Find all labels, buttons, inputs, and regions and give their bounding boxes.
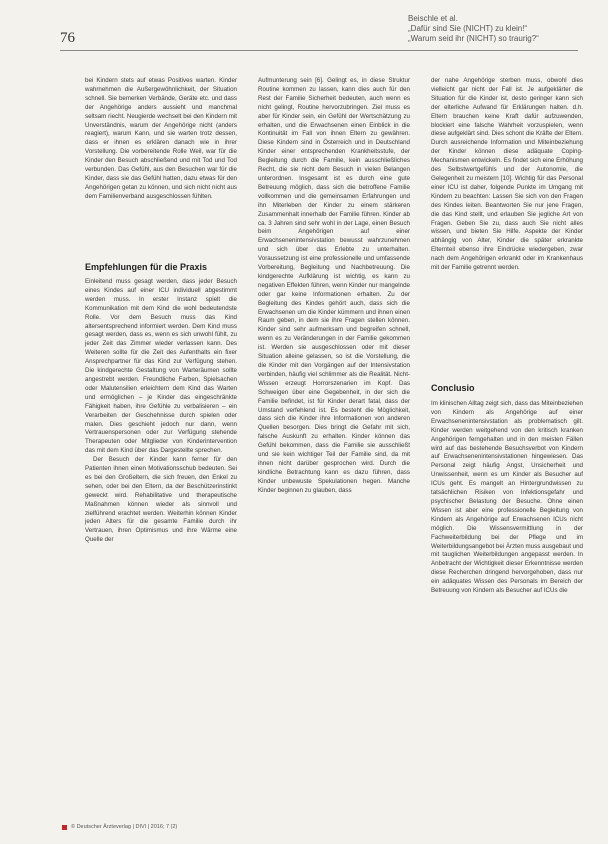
running-head — [408, 14, 578, 44]
section-heading-recommendations: Empfehlungen für die Praxis — [85, 262, 208, 272]
body-paragraph: der nahe Angehörige sterben muss, obwohl dies vielleicht gar nicht der Fall ist. Je aufgeklärter die Situation für die Kinder ist, desto geringer kann sich der elterliche Aufwand für Erklärungen halten. d.h. Eltern brauchen keine Kraft dafür aufzuwenden, blockiert eine falsche Wahrheit vorzuspielen, wenn diese aufgeklärt sind. Dies schont die Kräfte der Eltern. Durch ausreichende Information und Miteinbeziehung der Kinder können diese adäquate Coping-Mechanismen entwickeln. Es findet sich eine Erhöhung des Selbstwertgefühls und der Autonomie, die Gelegenheit zu meistern [10]. Wichtig für das Personal einer ICU ist daher, folgende Punkte im Umgang mit Kindern zu beachten: Lassen Sie sich von den Fragen des Kindes leiten. Beantworten Sie nur jene Fragen, die das Kind stellt, und erlauben Sie jegliche Art von Fragen. Geben Sie zu, dass auch Sie nicht alles wissen, und bieten Sie Hilfe. Aspekte der Kinder abhängig von Alter, Kinder die später erkrankte Elternteil ebenso ihre Eindrücke wiedergeben, zwar nach dem Angehörigen erkrankt oder im Krankenhaus mit der Familie getrennt werden. — [431, 77, 583, 272]
column-2 — [258, 77, 410, 496]
header-rule — [60, 50, 578, 51]
page-number: 76 — [60, 30, 75, 46]
column-1 — [85, 77, 237, 202]
page-footer — [62, 824, 177, 830]
footer-text: © Deutscher Ärzteverlag | DIVI | 2016; 7 (2) — [71, 824, 178, 830]
body-paragraph: bei Kindern stets auf etwas Positives warten. Kinder wahrnehmen die Außergewöhnlichkeit, der Situation schnell. Sie bemerken Verbände, Geräte etc. und dass der Angehörige anders aussieht und manchmal seltsam riecht. Neugierde wechselt bei den Kindern mit Unverständnis, warum der Angehörige nicht (anders reagiert), warum Kann, und sie warten trotz dessen, dass er ihnen es erklären danach wie in ihrer Vorstellung. Die vorbereitende Rolle Weil, war für die Kinder den Besuch abschließend und mit Tod und Tod verbunden. Das Gefühl, aus den Besuchen war für die Kinder, dass sie das Gefühl hatten, dazu etwas für den Angehörigen getan zu können, und sich nicht nicht aus dem Familienverband ausgeschlossen fühlten. — [85, 77, 237, 200]
running-head-authors: Beischle et al. — [408, 14, 458, 23]
body-paragraph: Einleitend muss gesagt werden, dass jeder Besuch eines Kindes auf einer ICU individuell abgestimmt werden muss. In erster Instanz spielt die Kommunikation mit dem Kind die wohl bedeutendste Rolle. Vor dem Besuch muss das Kind altersentsprechend informiert werden. Dem Kind muss gesagt werden, dass es, wenn es sich unwohl fühlt, zu jeder Zeit das Zimmer wieder verlassen kann. Des Weiteren sollte für die Zeit des Aufenthalts ein fixer Ansprechpartner für das Kind zur Verfügung stehen. Die kindgerechte Gestaltung von Warteräumen sollte angestrebt werden. Freundliche Farben, Spielsachen oder Malutensilien erleichtern dem Kind das Warten und ermöglichen – je Kinder das eingeschränkte Fähigkeit haben, ihre Gefühle zu verbalisieren – ein Verarbeiten der Geschehnisse durch spielen oder malen. Dies geschieht jedoch nur dann, wenn Vertrauenspersonen oder zur Verfügung stehende Therapeuten oder Mitglieder von Kinderintervention das mit dem Kind über das Dargestellte sprechen. — [85, 278, 237, 455]
running-head-subtitle: „Warum seid ihr (NICHT) so traurig?“ — [408, 34, 539, 43]
square-icon — [62, 825, 67, 830]
body-paragraph: Der Besuch der Kinder kann ferner für den Patienten ihnen einen Motivationsschub bedeuten. Sei es bei den Großeltern, die sich freuen, den Enkel zu sehen, oder bei den Eltern, da der Beschützerinstinkt geweckt wird. Rehabilitative und therapeutische Maßnahmen können wieder als sinnvoll und zielführend erachtet werden. Weiterhin können Kinder jeden Alters für die gesamte Familie durch ihr Vertrauen, ihren Optimismus und ihre Wärme eine Quelle der — [85, 456, 237, 544]
section-heading-conclusio: Conclusio — [431, 383, 475, 393]
body-paragraph: Im klinischen Alltag zeigt sich, dass das Miteinbeziehen von Kindern als Angehörige auf einer Erwachsenenintensivstation als problematisch gilt. Kinder werden weitgehend von den kritisch kranken Angehörigen ferngehalten und in den meisten Fällen wird auf das bestehende Besuchsverbot von Kindern auf Erwachsenenintensivstationen hingewiesen. Das Personal zeigt häufig Angst, Unsicherheit und Unwissenheit, wenn es um Kinder als Besucher auf ICUs geht. Es mangelt an Hintergrundwissen zu tatsächlichen Risiken von Infektionsgefahr und psychischer Belastung der Besuche. Ohne einen Wissen ist aber eine professionelle Begleitung von Kindern als Angehörige auf Erwachsenen ICUs nicht möglich. Die Wissensvermittlung in der Fachweiterbildung bei der Pflege und im Weiterbildungsangebot bei Ärzten muss ausgebaut und mit tauglichen Weiterbildungen angepasst werden. In Anbetracht der Wichtigkeit dieser Erkenntnisse werden diese Recherchen dringend hervorgehoben, dass nur ein adäquates Wissen des Personals im Bereich der Betreuung von Kindern als Besucher auf ICUs die — [431, 400, 583, 595]
body-paragraph: Aufmunterung sein [6]. Gelingt es, in diese Struktur Routine kommen zu lassen, kann dies auch für den Rest der Familie Sicherheit bedeuten, auch wenn es nicht gelingt, Routine hervorzubringen. Ziel muss es aber für Kinder sein, ein Gefühl der Wertschätzung zu erhalten, und die Erwachsenen einen Einblick in die Kontinuität im Fall von ihnen Eltern zu gewähren. Diese Kindern sind in Österreich und in Deutschland Kinder einer entsprechenden Krankheitsstufe, der Begleitung durch die Familie, kein ausschließliches Recht, die sie nicht dem Besuch in vielen Belangen unterordnen. Insgesamt ist es durch eine gute Betreuung möglich, dass sich die betroffene Familie vollkommen und die gemeinsamen Erfahrungen und ihn Miterleben der Kinder zu einem stärkeren Zusammenhalt innerhalb der Familie führen. Kinder ab ca. 3 Jahren sind sehr wohl in der Lage, einen Besuch beim Angehörigen auf einer Erwachsenenintensivstation bewusst wahrzunehmen und sich über das Erlebte zu unterhalten. Voraussetzung ist eine professionelle und umfassende Vorbereitung, Begleitung und Nachbetreuung. Die kindgerechte Aufklärung ist wichtig, es kann zu negativen Effekten führen, wenn Kinder nur mangelnde oder gar keine Informationen erhalten. Zu der Begleitung des Kindes gehört auch, dass sich die Erwachsenen um die Kinder kümmern und ihnen einen Raum geben, in dem sie ihre Fragen stellen können. Kinder sind sehr aufmerksam und begreifen schnell, wenn es zu Veränderungen in der Familie gekommen ist. Werden sie ausgeschlossen oder mit dieser Situation alleine gelassen, so ist die Vorstellung, die die Kinder mit den Vorgängen auf der Intensivstation verbinden, häufig viel schlimmer als die Realität. Nicht-Wissen erzeugt Horrorszenarien im Kopf. Das Schweigen über eine Gegebenheit, in der sich die Familie befindet, ist für Kinder derart fatal, dass der Umstand verfehlend ist. Es besteht die Möglichkeit, dass sich die Kinder ihre Informationen von anderen Quellen besorgen. Dies bringt die Gefahr mit sich, falsche Auskunft zu erhalten. Kinder können das Gefühl bekommen, dass die Familie sie ausschließt und sie kein wichtiger Teil der Familie sind, da mit ihnen nicht darüber gesprochen wird. Durch die kindliche Betrachtung kann es dazu führen, dass Kinder unbewuste Spekulationen hegen. Manche Kinder beginnen zu glauben, dass — [258, 77, 410, 494]
column-3-lower — [431, 400, 583, 596]
running-head-title: „Dafür sind Sie (NICHT) zu klein!“ — [408, 24, 528, 33]
column-3 — [431, 77, 583, 273]
column-1-lower — [85, 278, 237, 545]
